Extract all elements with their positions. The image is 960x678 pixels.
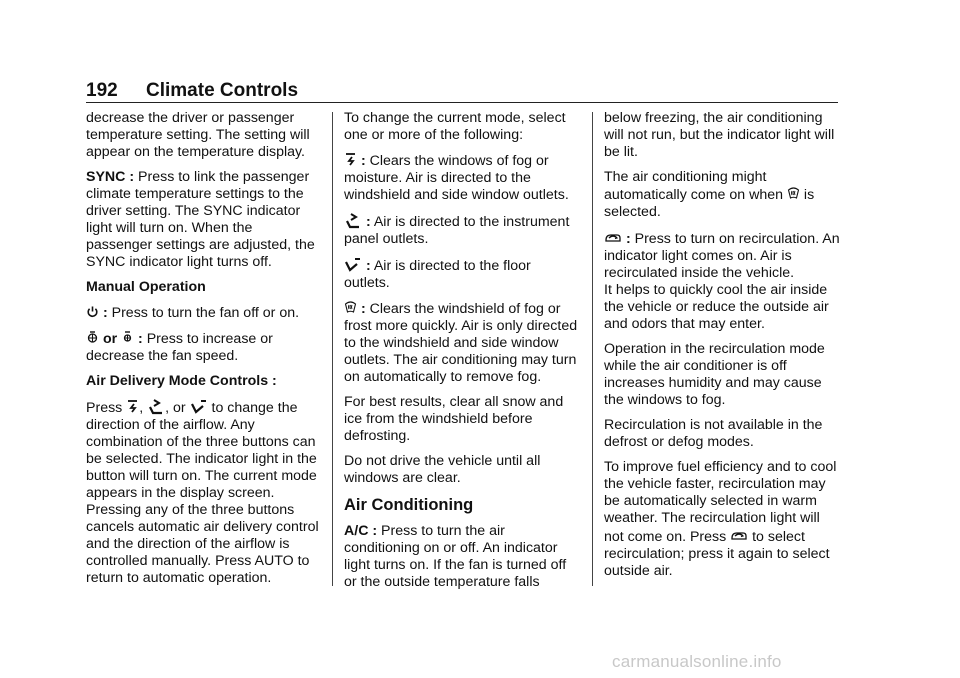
fuel-efficiency-paragraph	[604, 459, 840, 580]
paragraph: Operation in the recirculation mode while the air conditioner is off increases humidity and may cause the windows to fog.	[604, 341, 825, 408]
floor-colon: :	[362, 258, 371, 274]
defog-text: Clears the windows of fog or moisture. Air is directed to the windshield and side window outlets.	[344, 153, 569, 203]
paragraph: Do not drive the vehicle until all windows are clear.	[344, 453, 541, 486]
vent-colon: :	[362, 214, 371, 230]
paragraph: To change the current mode, select one or more of the following:	[344, 110, 566, 143]
defog-icon	[344, 152, 357, 167]
paragraph: It helps to quickly cool the air inside the vehicle or reduce the outside air and odors that may enter.	[604, 282, 829, 332]
fuel-efficiency-text-b: to select recirculation; press it again to select outside air.	[604, 529, 830, 579]
air-delivery-heading: Air Delivery Mode Controls :	[86, 373, 277, 389]
fan-power-icon	[86, 304, 99, 319]
ac-auto-paragraph	[604, 169, 840, 221]
column-3	[604, 110, 840, 588]
defrost-text: Clears the windshield of fog or frost more quickly. Air is only directed to the windshield and side window outlets. The air conditioning may turn on automatically to remove fog.	[344, 301, 578, 385]
column-divider-1	[332, 112, 333, 586]
fan-power-colon: :	[99, 305, 108, 321]
fan-decrease-icon	[121, 330, 134, 345]
air-delivery-paragraph	[86, 398, 322, 587]
ac-term: A/C :	[344, 523, 378, 539]
watermark: carmanualsonline.info	[612, 652, 782, 671]
defog-mode-icon	[126, 399, 139, 414]
recirculation-icon	[730, 527, 748, 545]
recirculation-paragraph	[604, 229, 840, 282]
paragraph: decrease the driver or passenger temperature setting. The setting will appear on the temperature display.	[86, 110, 310, 160]
column-divider-2	[592, 112, 593, 586]
ac-auto-text-a: The air conditioning might automatically come on when	[604, 169, 787, 203]
paragraph: For best results, clear all snow and ice from the windshield before defrosting.	[344, 394, 564, 444]
recirculation-text: Press to turn on recirculation. An indicator light comes on. Air is recirculated inside the vehicle.	[604, 231, 840, 281]
floor-paragraph	[344, 256, 580, 292]
vent-paragraph	[344, 212, 580, 248]
fuel-efficiency-text-a: To improve fuel efficiency and to cool the vehicle faster, recirculation may be automatically selected in warm weather. The recirculation light will not come on. Press	[604, 459, 837, 545]
header-rule	[86, 102, 838, 103]
paragraph: Recirculation is not available in the defrost or defog modes.	[604, 417, 823, 450]
air-delivery-text: to change the direction of the airflow. Any combination of the three buttons can be selected. The indicator light in the button will turn on. The current mode appears in the display screen. Pressing any of the three buttons cancels automatic air delivery control and the direction of the airflow is controlled manually. Press AUTO to return to automatic operation.	[86, 400, 319, 586]
sync-term: SYNC :	[86, 169, 135, 185]
page-number: 192	[86, 80, 118, 101]
chapter-title: Climate Controls	[146, 80, 299, 101]
floor-mode-icon	[190, 398, 208, 416]
fan-speed-paragraph	[86, 330, 322, 365]
ac-auto-text-b: is selected.	[604, 187, 815, 220]
defrost-icon	[344, 300, 357, 315]
comma: ,	[139, 400, 148, 416]
page-header	[86, 80, 838, 104]
vent-text: Air is directed to the instrument panel outlets.	[344, 214, 570, 247]
vent-icon	[344, 212, 362, 230]
fan-speed-text: Press to increase or decrease the fan speed.	[86, 331, 273, 364]
air-conditioning-heading: Air Conditioning	[344, 496, 474, 514]
paragraph: below freezing, the air conditioning will not run, but the indicator light will be lit.	[604, 110, 835, 160]
defrost-icon	[787, 186, 800, 201]
defog-paragraph	[344, 152, 580, 204]
comma-or: , or	[165, 400, 190, 416]
column-2	[344, 110, 580, 599]
recirculation-icon	[604, 229, 622, 247]
press-word: Press	[86, 400, 127, 416]
recirculation-colon: :	[622, 231, 631, 247]
manual-operation-heading: Manual Operation	[86, 279, 206, 295]
fan-speed-colon: :	[134, 331, 143, 347]
defrost-colon: :	[357, 301, 366, 317]
or-word: or	[99, 331, 122, 347]
defog-colon: :	[357, 153, 366, 169]
floor-text: Air is directed to the floor outlets.	[344, 258, 531, 291]
sync-text: Press to link the passenger climate temperature settings to the driver setting. The SYNC indicator light will turn on. When the passenger settings are adjusted, the SYNC indicator light turns off.	[86, 169, 315, 270]
fan-power-paragraph	[86, 304, 322, 322]
fan-power-text: Press to turn the fan off or on.	[107, 305, 300, 321]
defrost-paragraph	[344, 300, 580, 386]
ac-paragraph	[344, 523, 580, 591]
ac-text: Press to turn the air conditioning on or off. An indicator light turns on. If the fan is turned off or the outside temperature falls	[344, 523, 567, 590]
sync-paragraph	[86, 169, 322, 271]
column-1	[86, 110, 322, 595]
floor-icon	[344, 256, 362, 274]
vent-mode-icon	[147, 398, 165, 416]
fan-increase-icon	[86, 330, 99, 345]
